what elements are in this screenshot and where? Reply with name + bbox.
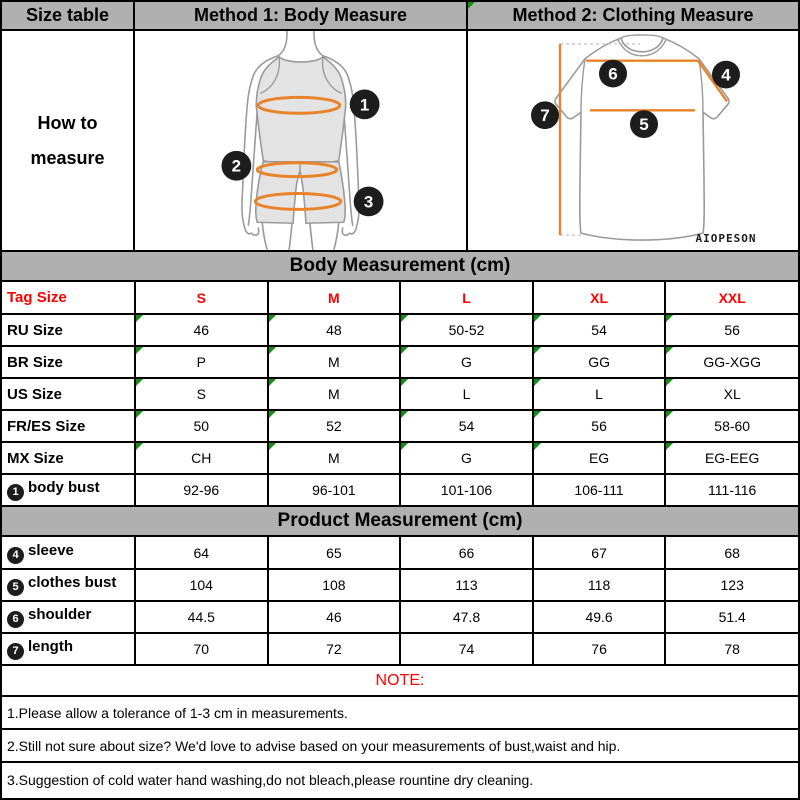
value-cell: L: [533, 378, 666, 410]
cell-flag-triangle: [468, 2, 475, 9]
size-header-cell: XXL: [665, 282, 798, 314]
value-cell: 49.6: [533, 601, 666, 633]
row-label: MX Size: [2, 442, 135, 474]
table-row: [2, 474, 798, 506]
size-header-cell: S: [135, 282, 268, 314]
cell-flag-triangle: [136, 379, 143, 386]
product-measurement-title: Product Measurement (cm): [2, 507, 798, 537]
value-cell: 118: [533, 569, 666, 601]
value-cell: EG: [533, 442, 666, 474]
tag-size-label: Tag Size: [2, 282, 135, 314]
row-number-badge: 5: [7, 579, 24, 596]
tshirt-drawing: [468, 31, 798, 250]
cell-flag-triangle: [269, 315, 276, 322]
value-cell: 46: [135, 314, 268, 346]
row-number-badge: 7: [7, 643, 24, 660]
value-cell: 54: [400, 410, 533, 442]
value-cell: 56: [533, 410, 666, 442]
value-cell: 74: [400, 633, 533, 665]
body-measurement-table: [2, 282, 798, 507]
table-row: [2, 314, 798, 346]
cell-flag-triangle: [534, 347, 541, 354]
value-cell: M: [268, 378, 401, 410]
note-item: 3.Suggestion of cold water hand washing,do not bleach,please rountine dry cleaning.: [7, 771, 534, 788]
value-cell: 46: [268, 601, 401, 633]
cell-flag-triangle: [401, 411, 408, 418]
size-table-header: Size table: [2, 2, 135, 31]
value-cell: 58-60: [665, 410, 798, 442]
value-cell: 51.4: [665, 601, 798, 633]
note-item: 1.Please allow a tolerance of 1-3 cm in measurements.: [2, 697, 798, 730]
row-label: 7 length: [2, 633, 135, 665]
value-cell: 50-52: [400, 314, 533, 346]
table-row: [2, 282, 798, 314]
cell-flag-triangle: [401, 315, 408, 322]
svg-text:4: 4: [721, 65, 731, 85]
value-cell: 44.5: [135, 601, 268, 633]
value-cell: 52: [268, 410, 401, 442]
value-cell: 123: [665, 569, 798, 601]
row-label: RU Size: [2, 314, 135, 346]
value-cell: M: [268, 346, 401, 378]
cell-flag-triangle: [269, 411, 276, 418]
value-cell: 64: [135, 537, 268, 569]
cell-flag-triangle: [534, 411, 541, 418]
value-cell: L: [400, 378, 533, 410]
note-item: 2.Still not sure about size? We'd love to advise based on your measurements of bust,waist and hip.: [2, 730, 798, 763]
cell-flag-triangle: [666, 379, 673, 386]
value-cell: 65: [268, 537, 401, 569]
note-title: NOTE:: [2, 666, 798, 697]
cell-flag-triangle: [269, 443, 276, 450]
value-cell: XL: [665, 378, 798, 410]
how-to-measure-label: How to measure: [2, 31, 135, 252]
value-cell: GG: [533, 346, 666, 378]
cell-flag-triangle: [534, 379, 541, 386]
value-cell: 104: [135, 569, 268, 601]
value-cell: 54: [533, 314, 666, 346]
brand-logo: AIOPESON: [695, 232, 757, 246]
svg-text:5: 5: [639, 115, 649, 135]
table-row: [2, 346, 798, 378]
clothing-measure-illustration: [468, 31, 798, 252]
cell-flag-triangle: [136, 411, 143, 418]
cell-flag-triangle: [136, 315, 143, 322]
row-label: 1 body bust: [2, 474, 135, 506]
size-header-cell: L: [400, 282, 533, 314]
body-measure-illustration: [135, 31, 468, 252]
table-row: [2, 537, 798, 569]
value-cell: CH: [135, 442, 268, 474]
cell-flag-triangle: [534, 443, 541, 450]
value-cell: 56: [665, 314, 798, 346]
value-cell: 48: [268, 314, 401, 346]
product-measurement-table: [2, 537, 798, 666]
value-cell: 68: [665, 537, 798, 569]
cell-flag-triangle: [666, 315, 673, 322]
cell-flag-triangle: [666, 411, 673, 418]
cell-flag-triangle: [136, 443, 143, 450]
cell-flag-triangle: [269, 379, 276, 386]
value-cell: EG-EEG: [665, 442, 798, 474]
svg-text:1: 1: [359, 95, 370, 115]
size-header-cell: XL: [533, 282, 666, 314]
value-cell: 67: [533, 537, 666, 569]
value-cell: 66: [400, 537, 533, 569]
svg-text:3: 3: [363, 192, 374, 212]
method1-header: Method 1: Body Measure: [135, 2, 468, 31]
table-row: [2, 378, 798, 410]
cell-flag-triangle: [136, 347, 143, 354]
row-label: 4 sleeve: [2, 537, 135, 569]
value-cell: 92-96: [135, 474, 268, 506]
value-cell: G: [400, 442, 533, 474]
table-row: [2, 601, 798, 633]
svg-text:6: 6: [608, 64, 618, 84]
row-number-badge: 4: [7, 547, 24, 564]
value-cell: GG-XGG: [665, 346, 798, 378]
top-section: [2, 2, 798, 252]
table-row: [2, 569, 798, 601]
cell-flag-triangle: [269, 347, 276, 354]
value-cell: 108: [268, 569, 401, 601]
value-cell: S: [135, 378, 268, 410]
row-label: BR Size: [2, 346, 135, 378]
value-cell: 50: [135, 410, 268, 442]
method2-header-label: Method 2: Clothing Measure: [512, 5, 754, 25]
value-cell: 96-101: [268, 474, 401, 506]
size-header-cell: M: [268, 282, 401, 314]
value-cell: 106-111: [533, 474, 666, 506]
value-cell: 78: [665, 633, 798, 665]
row-label: US Size: [2, 378, 135, 410]
value-cell: 113: [400, 569, 533, 601]
row-label: 6 shoulder: [2, 601, 135, 633]
table-row: [2, 633, 798, 665]
value-cell: G: [400, 346, 533, 378]
value-cell: P: [135, 346, 268, 378]
row-number-badge: 1: [7, 484, 24, 501]
value-cell: 47.8: [400, 601, 533, 633]
svg-text:7: 7: [540, 106, 550, 126]
value-cell: M: [268, 442, 401, 474]
cell-flag-triangle: [534, 315, 541, 322]
cell-flag-triangle: [666, 443, 673, 450]
value-cell: 111-116: [665, 474, 798, 506]
row-label: FR/ES Size: [2, 410, 135, 442]
value-cell: 76: [533, 633, 666, 665]
cell-flag-triangle: [401, 443, 408, 450]
body-measurement-title: Body Measurement (cm): [2, 252, 798, 282]
value-cell: 70: [135, 633, 268, 665]
row-number-badge: 6: [7, 611, 24, 628]
row-label: 5 clothes bust: [2, 569, 135, 601]
value-cell: 72: [268, 633, 401, 665]
notes-list: [2, 697, 798, 796]
cell-flag-triangle: [401, 347, 408, 354]
method2-header: [468, 2, 798, 31]
cell-flag-triangle: [666, 347, 673, 354]
table-row: [2, 442, 798, 474]
body-figure-drawing: [135, 31, 466, 250]
table-row: [2, 410, 798, 442]
svg-text:2: 2: [231, 156, 242, 176]
value-cell: 101-106: [400, 474, 533, 506]
cell-flag-triangle: [401, 379, 408, 386]
